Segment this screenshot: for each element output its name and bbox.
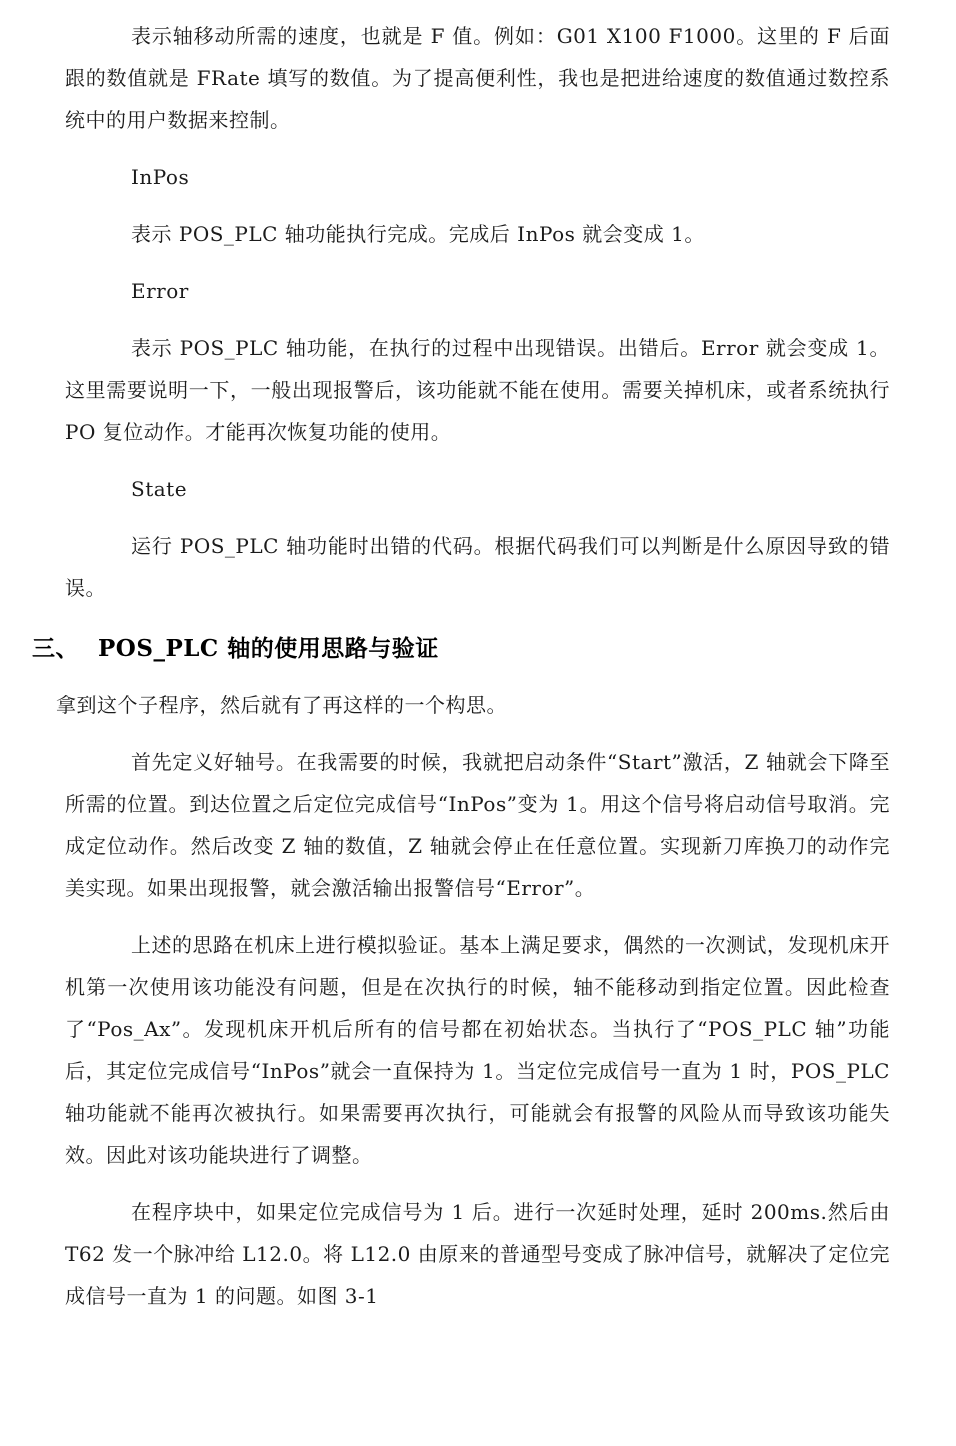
error-label: Error: [131, 279, 189, 303]
paragraph-error-description: 表示 POS_PLC 轴功能，在执行的过程中出现错误。出错后。Error 就会变成 1。这里需要说明一下，一般出现报警后，该功能就不能在使用。需要关掉机床，或者系统执行 PO 复位动作。才能再次恢复功能的使用。: [65, 336, 890, 444]
paragraph-simulation-verification: 上述的思路在机床上进行模拟验证。基本上满足要求，偶然的一次测试，发现机床开机第一次使用该功能没有问题，但是在次执行的时候，轴不能移动到指定位置。因此检查了“Pos_Ax”。发现机床开机后所有的信号都在初始状态。当执行了“POS_PLC 轴”功能后，其定位完成信号“InPos”就会一直保持为 1。当定位完成信号一直为 1 时，POS_PLC 轴功能就不能再次被执行。如果需要再次执行，可能就会有报警的风险从而导致该功能失效。因此对该功能块进行了调整。: [65, 933, 890, 1167]
section-3-heading-number: 三、: [32, 635, 79, 662]
paragraph-axis-usage-flow: 首先定义好轴号。在我需要的时候，我就把启动条件“Start”激活，Z 轴就会下降至所需的位置。到达位置之后定位完成信号“InPos”变为 1。用这个信号将启动信号取消。完成定位动作。然后改变 Z 轴的数值，Z 轴就会停止在任意位置。实现新刀库换刀的动作完美实现。如果出现报警，就会激活输出报警信号“Error”。: [65, 750, 890, 900]
section-3-heading: [32, 627, 890, 671]
paragraph-inpos-description: 表示 POS_PLC 轴功能执行完成。完成后 InPos 就会变成 1。: [131, 222, 705, 246]
inpos-label: InPos: [131, 165, 190, 189]
paragraph-frate-description: 表示轴移动所需的速度，也就是 F 值。例如：G01 X100 F1000。这里的 F 后面跟的数值就是 FRate 填写的数值。为了提高便利性，我也是把进给速度的数值通过数控系统中的用户数据来控制。: [65, 24, 890, 132]
paragraph-delay-adjustment: 在程序块中，如果定位完成信号为 1 后。进行一次延时处理，延时 200ms.然后由 T62 发一个脉冲给 L12.0。将 L12.0 由原来的普通型号变成了脉冲信号，就解决了定位完成信号一直为 1 的问题。如图 3-1: [65, 1200, 890, 1308]
state-label: State: [131, 477, 188, 501]
section-3-heading-text: POS_PLC 轴的使用思路与验证: [98, 635, 439, 662]
paragraph-state-description: 运行 POS_PLC 轴功能时出错的代码。根据代码我们可以判断是什么原因导致的错误。: [65, 534, 890, 600]
paragraph-concept-intro: 拿到这个子程序，然后就有了再这样的一个构思。: [56, 693, 507, 717]
